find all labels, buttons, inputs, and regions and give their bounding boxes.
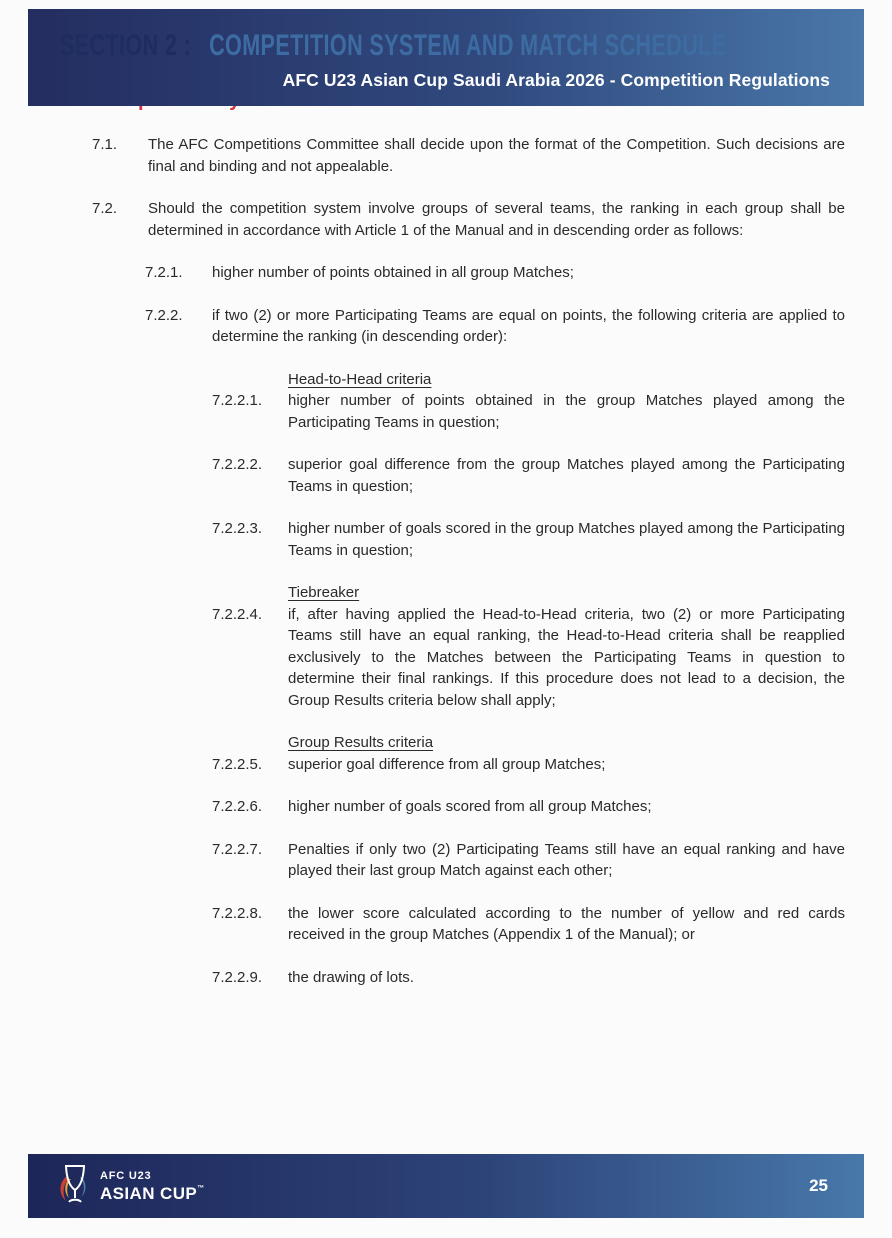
clause-text: if, after having applied the Head-to-Head criteria, two (2) or more Participating Teams still have an equal ranking, the Head-to-Head criteria shall be reapplied exclusively to the Matches between the Participating Teams in question to determine their final rankings. If this procedure does not lead to a decision, the Group Results criteria below shall apply; xyxy=(288,605,845,709)
section-heading xyxy=(60,29,727,63)
trophy-icon xyxy=(57,1162,91,1210)
clause-number: 7.2.2.8. xyxy=(212,904,263,922)
clause-number: 7.2.2.5. xyxy=(212,755,263,773)
clause-7-1 xyxy=(0,134,845,177)
clause-text: the drawing of lots. xyxy=(288,968,414,986)
clause-text: Penalties if only two (2) Participating Teams still have an equal ranking and have played their last group Match against each other; xyxy=(288,840,845,879)
clause-7-2 xyxy=(0,198,845,241)
clause-number: 7.2.2.4. xyxy=(212,605,263,623)
clause-7-2-2-8 xyxy=(0,903,845,946)
clause-text: superior goal difference from the group Matches played among the Participating Teams in question; xyxy=(288,456,845,495)
logo-asian-cup-text: ASIAN CUP xyxy=(100,1183,198,1203)
clause-7-2-2-3 xyxy=(0,518,845,561)
clause-7-2-2-7 xyxy=(0,839,845,882)
clause-7-2-2-2 xyxy=(0,454,845,497)
clause-7-2-2-4 xyxy=(0,604,845,712)
criteria-heading: Group Results criteria xyxy=(288,734,434,751)
logo-line-afc-u23: AFC U23 xyxy=(100,1169,152,1182)
trademark-symbol: ™ xyxy=(197,1184,205,1192)
clause-text: higher number of goals scored from all group Matches; xyxy=(288,798,652,815)
clause-text: Should the competition system involve groups of several teams, the ranking in each group shall be determined in accordance with Article 1 of the Manual and in descending order as follows: xyxy=(148,200,845,239)
clause-number: 7.2.2.6. xyxy=(212,798,263,815)
clause-number: 7.1. xyxy=(92,136,118,153)
logo-line-asian-cup xyxy=(100,1185,205,1202)
clause-number: 7.2.1. xyxy=(145,264,183,281)
clause-7-2-2-1 xyxy=(0,390,845,433)
clause-7-2-2-5 xyxy=(0,754,845,776)
afc-u23-asian-cup-logo xyxy=(57,1162,205,1210)
clause-number: 7.2.2.9. xyxy=(212,968,263,986)
clause-text: if two (2) or more Participating Teams are equal on points, the following criteria are applied to determine the ranking (in descending order): xyxy=(212,306,845,345)
clause-number: 7.2.2.2. xyxy=(212,456,263,473)
clause-number: 7.2. xyxy=(92,200,118,217)
clause-text: The AFC Competitions Committee shall decide upon the format of the Competition. Such decisions are final and binding and not appealable. xyxy=(148,136,845,175)
clause-7-2-2-9 xyxy=(0,967,845,989)
clause-7-2-2 xyxy=(0,305,845,348)
clause-7-2-2-6 xyxy=(0,796,845,818)
header-title: AFC U23 Asian Cup Saudi Arabia 2026 - Competition Regulations xyxy=(282,70,830,90)
logo-wordmark xyxy=(100,1171,205,1202)
clause-number: 7.2.2.1. xyxy=(212,392,263,409)
clause-number: 7.2.2.7. xyxy=(212,840,263,858)
clause-number: 7.2.2.3. xyxy=(212,520,263,537)
clause-text: higher number of points obtained in the group Matches played among the Participating Teams in question; xyxy=(288,392,845,431)
criteria-heading: Head-to-Head criteria xyxy=(288,370,432,388)
clause-number: 7.2.2. xyxy=(145,306,183,324)
clause-text: higher number of points obtained in all group Matches; xyxy=(212,264,574,281)
page-number: 25 xyxy=(809,1176,828,1195)
section-title-text: COMPETITION SYSTEM AND MATCH SCHEDULE xyxy=(209,29,727,62)
page-footer-bar xyxy=(28,1154,864,1218)
clause-text: higher number of goals scored in the group Matches played among the Participating Teams in question; xyxy=(288,520,845,559)
criteria-heading: Tiebreaker xyxy=(288,584,360,601)
clause-text: the lower score calculated according to the number of yellow and red cards received in the group Matches (Appendix 1 of the Manual); or xyxy=(288,904,845,943)
clause-list xyxy=(0,134,845,988)
section-number-label: SECTION 2 : xyxy=(60,29,192,62)
clause-7-2-1 xyxy=(0,262,845,284)
clause-text: superior goal difference from all group Matches; xyxy=(288,755,606,773)
